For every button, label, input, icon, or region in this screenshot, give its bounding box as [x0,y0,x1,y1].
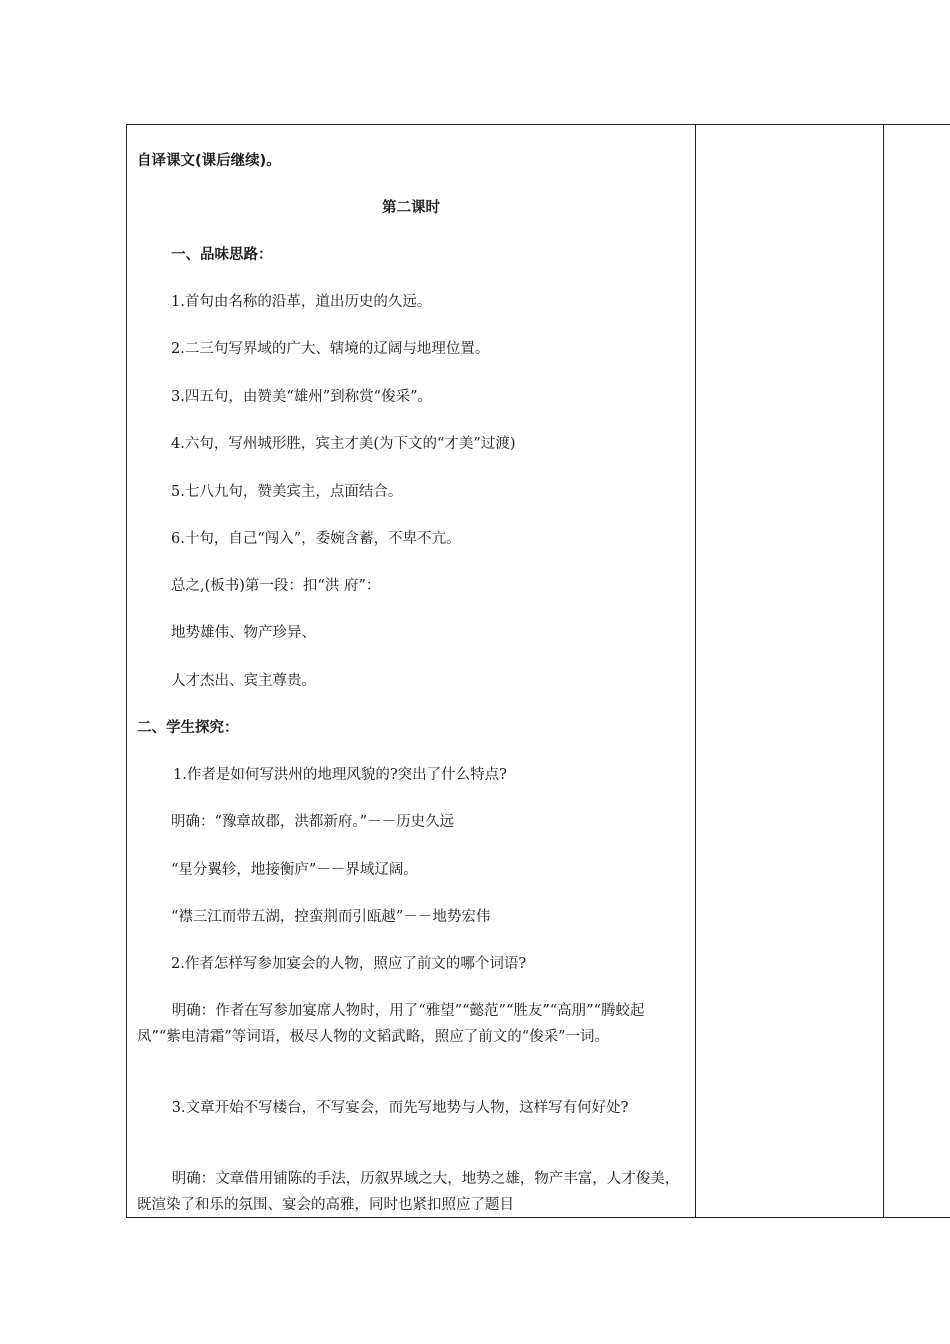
main-content-cell [127,125,696,1218]
section1-heading: 一、品味思路： [171,247,273,263]
s1-item: 2.二三句写界域的广大、辖境的辽阔与地理位置。 [171,341,490,357]
summary-line: 总之,(板书)第一段：扣“洪 府”： [171,578,381,594]
s1-item: 5.七八九句，赞美宾主，点面结合。 [171,484,403,500]
notes-cell [696,125,884,1218]
lesson-plan-table [126,124,950,1218]
q1-answer-2: “星分翼轸，地接衡庐”－－界域辽阔。 [171,862,418,878]
s1-item: 6.十句，自己“闯入”，委婉含蓄，不卑不亢。 [171,531,461,547]
q1-answer-3: “襟三江而带五湖，控蛮荆而引瓯越”－－地势宏伟 [171,909,491,925]
intro-text: 自译课文(课后继续)。 [137,153,281,169]
remarks-cell [884,125,950,1218]
lesson-title: 第二课时 [382,200,440,216]
s1-item: 4.六句，写州城形胜，宾主才美(为下文的“才美”过渡) [171,436,516,452]
q2-answer: 明确：作者在写参加宴席人物时，用了“雅望”“懿范”“胜友”“高朋”“腾蛟起凤”“紫电清霜”等词语，极尽人物的文韬武略，照应了前文的“俊采”一词。 [137,1003,645,1045]
q3-answer: 明确：文章借用铺陈的手法，历叙界域之大，地势之雄，物产丰富，人才俊美，既渲染了和乐的氛围、宴会的高雅，同时也紧扣照应了题目 [137,1171,680,1213]
main-content [127,125,695,1217]
s1-item: 3.四五句，由赞美“雄州”到称赏“俊采”。 [171,389,432,405]
section2-heading: 二、学生探究： [137,720,239,736]
table-row [127,125,950,1218]
question-2: 2.作者怎样写参加宴会的人物，照应了前文的哪个词语? [171,956,527,972]
question-1: 1.作者是如何写洪州的地理风貌的?突出了什么特点? [173,767,507,783]
question-3: 3.文章开始不写楼台，不写宴会，而先写地势与人物，这样写有何好处? [171,1100,629,1116]
summary-b: 人才杰出、宾主尊贵。 [171,673,316,689]
summary-a: 地势雄伟、物产珍异、 [171,625,316,641]
q1-answer-1: 明确：“豫章故郡，洪都新府。”－－历史久远 [171,814,455,830]
s1-item: 1.首句由名称的沿革，道出历史的久远。 [171,294,432,310]
